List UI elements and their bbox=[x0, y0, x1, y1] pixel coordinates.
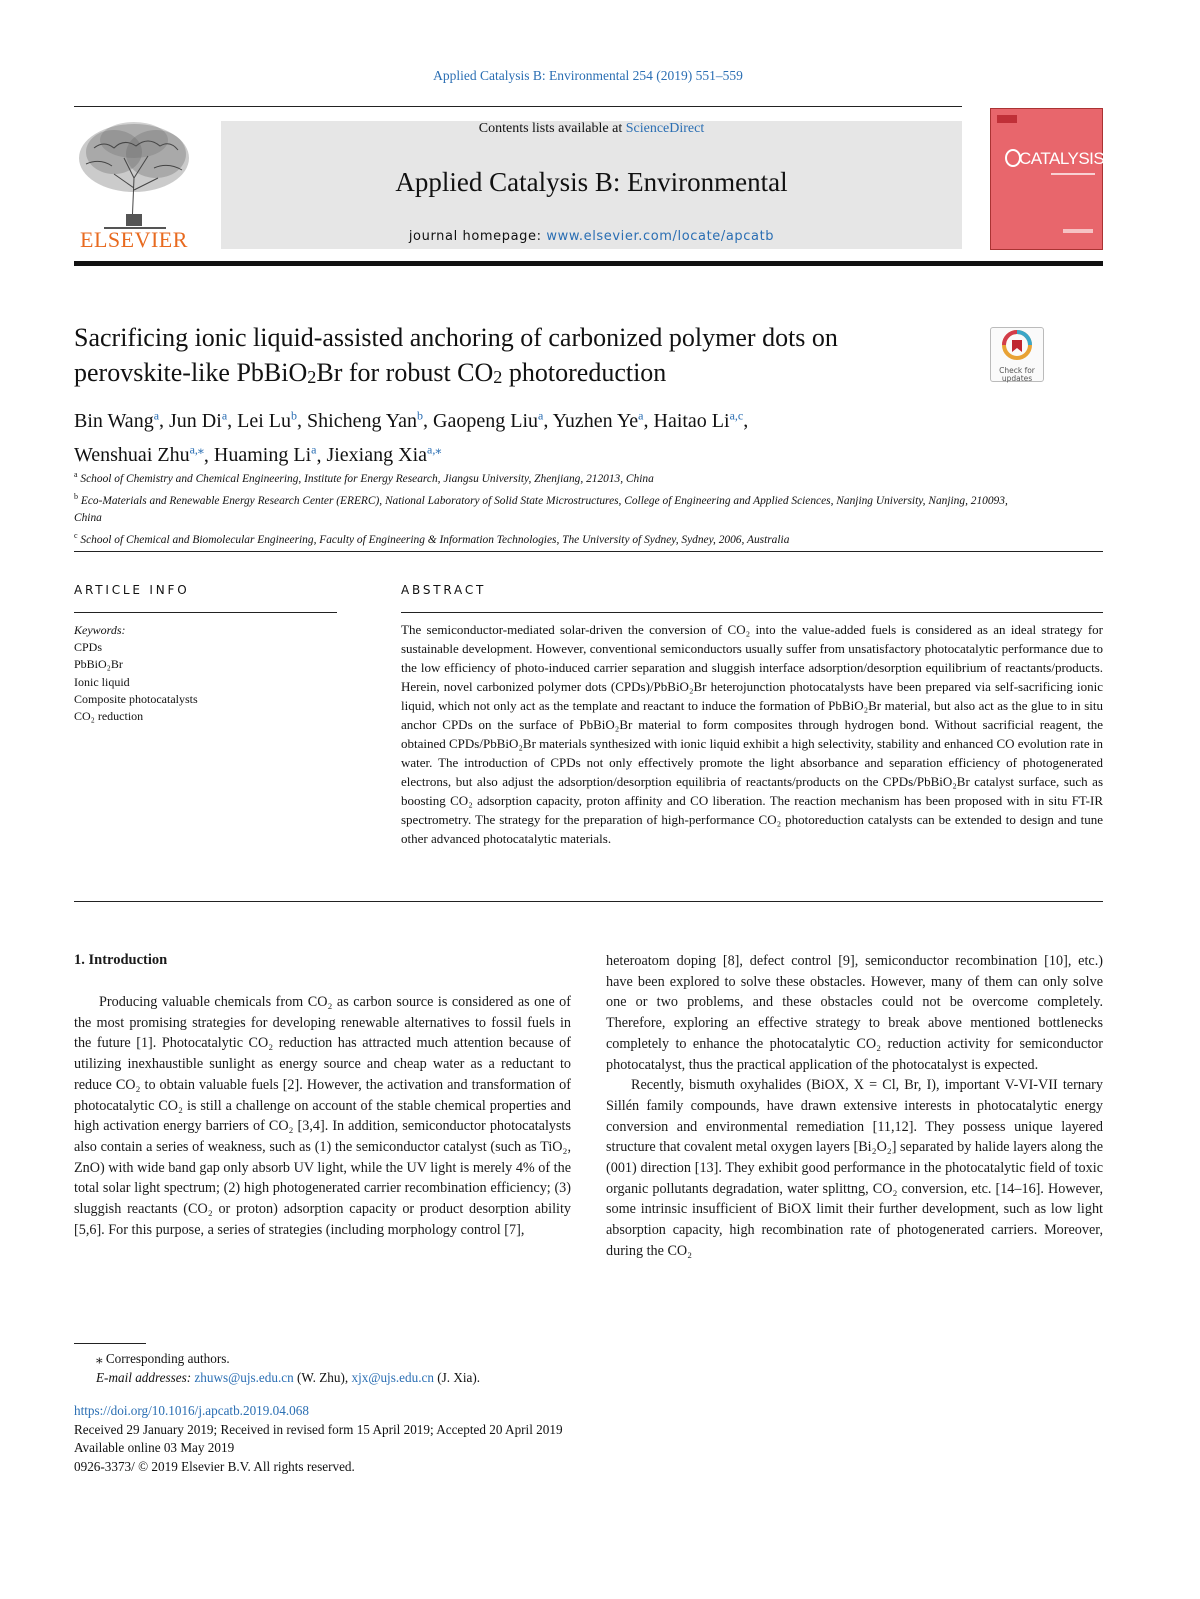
affiliation: $^b$ Eco-Materials and Renewable Energy Research Center (ERERC), National Laboratory of Solid State Microstructures, College of Engineering and Applied Sciences, Nanjing University, Nanjing, 210093, China bbox=[74, 491, 1008, 524]
available-online: Available online 03 May 2019 bbox=[74, 1440, 235, 1456]
check-for-updates-icon bbox=[991, 328, 1043, 362]
abstract-heading: ABSTRACT bbox=[401, 583, 487, 597]
intro-paragraph: Recently, bismuth oxyhalides (BiOX, X = Cl, Br, I), important V-VI-VII ternary Sillén family compounds, have drawn extensive interests in photocatalytic energy conversion and environmental remediation [11,12]. They possess unique layered structure that covalent metal oxygen layers [Bi₂O₂] separated by halide layers along the (001) direction [13]. They exhibit good performance in the photocatalytic field of toxic organic pollutants degradation, water splittng, CO₂ conversion, etc. [14–16]. However, some intrinsic insufficient of BiOX limit their further development, such as low light absorption capacity, high recombination rate of photogenerated carriers. Moreover, during the CO₂ bbox=[606, 1077, 1103, 1259]
journal-homepage: journal homepage: www.elsevier.com/locate/apcatb bbox=[408, 229, 775, 244]
doi-link[interactable]: https://doi.org/10.1016/j.apcatb.2019.04.068 bbox=[74, 1403, 309, 1418]
keyword: CO₂ reduction bbox=[74, 709, 144, 724]
header-thick-rule bbox=[74, 261, 1103, 266]
copyright: 0926-3373/ © 2019 Elsevier B.V. All rights reserved. bbox=[74, 1459, 355, 1475]
publication-info bbox=[74, 1402, 774, 1477]
intro-paragraph: heteroatom doping [8], defect control [9], semiconductor recombination [10], etc.) have been explored to solve these obstacles. However, many of them can only solve one or two problems, and these obstacles could not be overcome completely. Therefore, exploring an effective strategy to break above mentioned bottlenecks completely to enhance the photocatalytic CO₂ reduction activity for semiconductor photocatalyst, thus the practical application of the photocatalyst is expected. bbox=[606, 953, 1103, 1073]
keyword: CPDs bbox=[74, 640, 103, 655]
received-dates: Received 29 January 2019; Received in revised form 15 April 2019; Accepted 20 April 2019 bbox=[74, 1421, 563, 1437]
keyword: PbBiO₂Br bbox=[74, 657, 123, 672]
check-for-updates-badge[interactable] bbox=[990, 327, 1044, 382]
author[interactable]: Jiexiang Xia$^{a,⁎}$ bbox=[326, 442, 442, 467]
author[interactable]: Yuzhen Ye$^a$ bbox=[552, 408, 644, 432]
author[interactable]: Gaopeng Liu$^a$ bbox=[433, 408, 544, 432]
email-link[interactable]: zhuws@ujs.edu.cn bbox=[194, 1369, 294, 1385]
email-link[interactable]: xjx@ujs.edu.cn bbox=[351, 1369, 434, 1385]
contents-line: Contents lists available at ScienceDirect bbox=[478, 121, 705, 136]
corresponding-authors: ⁎ Corresponding authors. bbox=[96, 1351, 230, 1366]
journal-title: Applied Catalysis B: Environmental bbox=[395, 167, 788, 197]
email-line: E-mail addresses: zhuws@ujs.edu.cn (W. Zhu), xjx@ujs.edu.cn (J. Xia). bbox=[96, 1369, 481, 1385]
abstract-rule bbox=[401, 612, 1103, 613]
cover-word: CATALYSIS bbox=[1019, 149, 1105, 168]
section-rule bbox=[74, 551, 1103, 552]
badge-text: Check for updates bbox=[999, 366, 1035, 383]
author[interactable]: Jun Di$^a$ bbox=[169, 408, 228, 432]
journal-banner bbox=[221, 121, 962, 249]
author[interactable]: Bin Wang$^a$ bbox=[74, 408, 160, 432]
abstract-text: The semiconductor-mediated solar-driven the conversion of CO₂ into the value-added fuels is considered as an ideal strategy for sustainable development. However, conventional semiconductors usually suffer from unsatisfactory photocatalytic performance due to the low efficiency of photo-induced carrier separation and sluggish interface adsorption/desorption equilibrium of reactants/products. Herein, novel carbonized polymer dots (CPDs)/PbBiO₂Br heterojunction photocatalysts have been prepared via self-sacrificing ionic liquid, which not only act as the template and reactant to induce the formation of PbBiO₂Br material, but also act as the glue to in situ anchor CPDs on the surface of PbBiO₂Br material to form composites through hydrogen bond. Without sacrificial reagent, the obtained CPDs/PbBiO₂Br materials synthesized with ionic liquid exhibit a high selectivity, stability and enhanced CO evolution rate in water. The introduction of CPDs not only effectively promote the light absorbance and separation efficiency of photogenerated electrons, but also adjust the adsorption/desorption equilibria of reactants/products on the CPDs/PbBiO₂Br catalyst surface, such as boosting CO₂ adsorption capacity, proton affinity and CO liberation. The reaction mechanism has been proposed with in situ FT-IR spectrometry. The strategy for the preparation of high-performance CO₂ photoreduction catalysts can be extended to design and tune other advanced photocatalytic materials. bbox=[401, 622, 1103, 846]
keyword: Ionic liquid bbox=[74, 674, 130, 689]
article-info-rule bbox=[74, 612, 337, 613]
intro-right-column bbox=[606, 951, 1103, 1262]
journal-cover[interactable] bbox=[990, 108, 1103, 250]
sciencedirect-link[interactable]: ScienceDirect bbox=[625, 121, 705, 136]
elsevier-logo[interactable] bbox=[74, 118, 194, 253]
footnote-rule bbox=[74, 1343, 146, 1344]
author[interactable]: Wenshuai Zhu$^{a,⁎}$ bbox=[74, 442, 204, 467]
homepage-link[interactable]: www.elsevier.com/locate/apcatb bbox=[546, 229, 775, 244]
corresponding-footnote bbox=[74, 1350, 674, 1387]
tree-icon bbox=[74, 118, 194, 230]
author[interactable]: Haitao Li$^{a,c}$ bbox=[653, 408, 744, 432]
intro-paragraph: Producing valuable chemicals from CO₂ as carbon source is considered as one of the most promising strategies for developing renewable alternatives to fossil fuels in the future [1]. Photocatalytic CO₂ reduction has attracted much attention because of utilizing inexhaustible sunlight as energy source and cheap water as a reductant to reduce CO₂ to obtain valuable fuels [2]. However, the activation and transformation of photocatalytic CO₂ is still a challenge on account of the stable chemical properties and high activation energy barriers of CO₂ [3,4]. In addition, semiconductor photocatalysts also contain a series of weakness, such as (1) the semiconductor catalyst (such as TiO₂, ZnO) with wide band gap only absorb UV light, while the UV light is merely 4% of the total solar light spectrum; (2) high photogenerated carrier recombination efficiency; (3) sluggish reactants (CO₂ or proton) adsorption capacity or product desorption ability [5,6]. For this purpose, a series of strategies (including morphology control [7], bbox=[74, 994, 571, 1238]
author[interactable]: Shicheng Yan$^b$ bbox=[307, 408, 424, 432]
author[interactable]: Huaming Li$^a$ bbox=[213, 442, 317, 467]
author[interactable]: Lei Lu$^b$ bbox=[237, 408, 298, 432]
running-head[interactable]: Applied Catalysis B: Environmental 254 (2019) 551–559 bbox=[433, 68, 743, 83]
publisher-name: ELSEVIER bbox=[80, 227, 188, 252]
introduction-heading: 1. Introduction bbox=[74, 952, 168, 968]
keywords-list bbox=[74, 622, 334, 725]
keywords-label: Keywords: bbox=[74, 623, 126, 637]
article-title: Sacrificing ionic liquid-assisted anchoring of carbonized polymer dots on perovskite-like PbBiO$_2$Br for robust $CO_2$ photoreduction bbox=[74, 323, 838, 387]
abstract-bottom-rule bbox=[74, 901, 1103, 902]
affiliations bbox=[74, 466, 1014, 548]
keyword: Composite photocatalysts bbox=[74, 691, 198, 706]
author-list: Bin Wang$^a$, Jun Di$^a$, Lei Lu$^b$, Shicheng Yan$^b$, Gaopeng Liu$^a$, Yuzhen Ye$^a$, Haitao Li$^{a,c}$, Wenshuai Zhu$^{a,⁎}$, Huaming Li$^a$, Jiexiang Xia$^{a,⁎}$ bbox=[74, 408, 749, 467]
top-rule bbox=[74, 106, 962, 107]
article-info-heading: ARTICLE INFO bbox=[74, 583, 190, 597]
affiliation: $^a$ School of Chemistry and Chemical Engineering, Institute for Energy Research, Jiangsu University, Zhenjiang, 212013, China bbox=[74, 470, 654, 485]
affiliation: $^c$ School of Chemical and Biomolecular Engineering, Faculty of Engineering & Information Technologies, The University of Sydney, Sydney, 2006, Australia bbox=[74, 530, 790, 546]
